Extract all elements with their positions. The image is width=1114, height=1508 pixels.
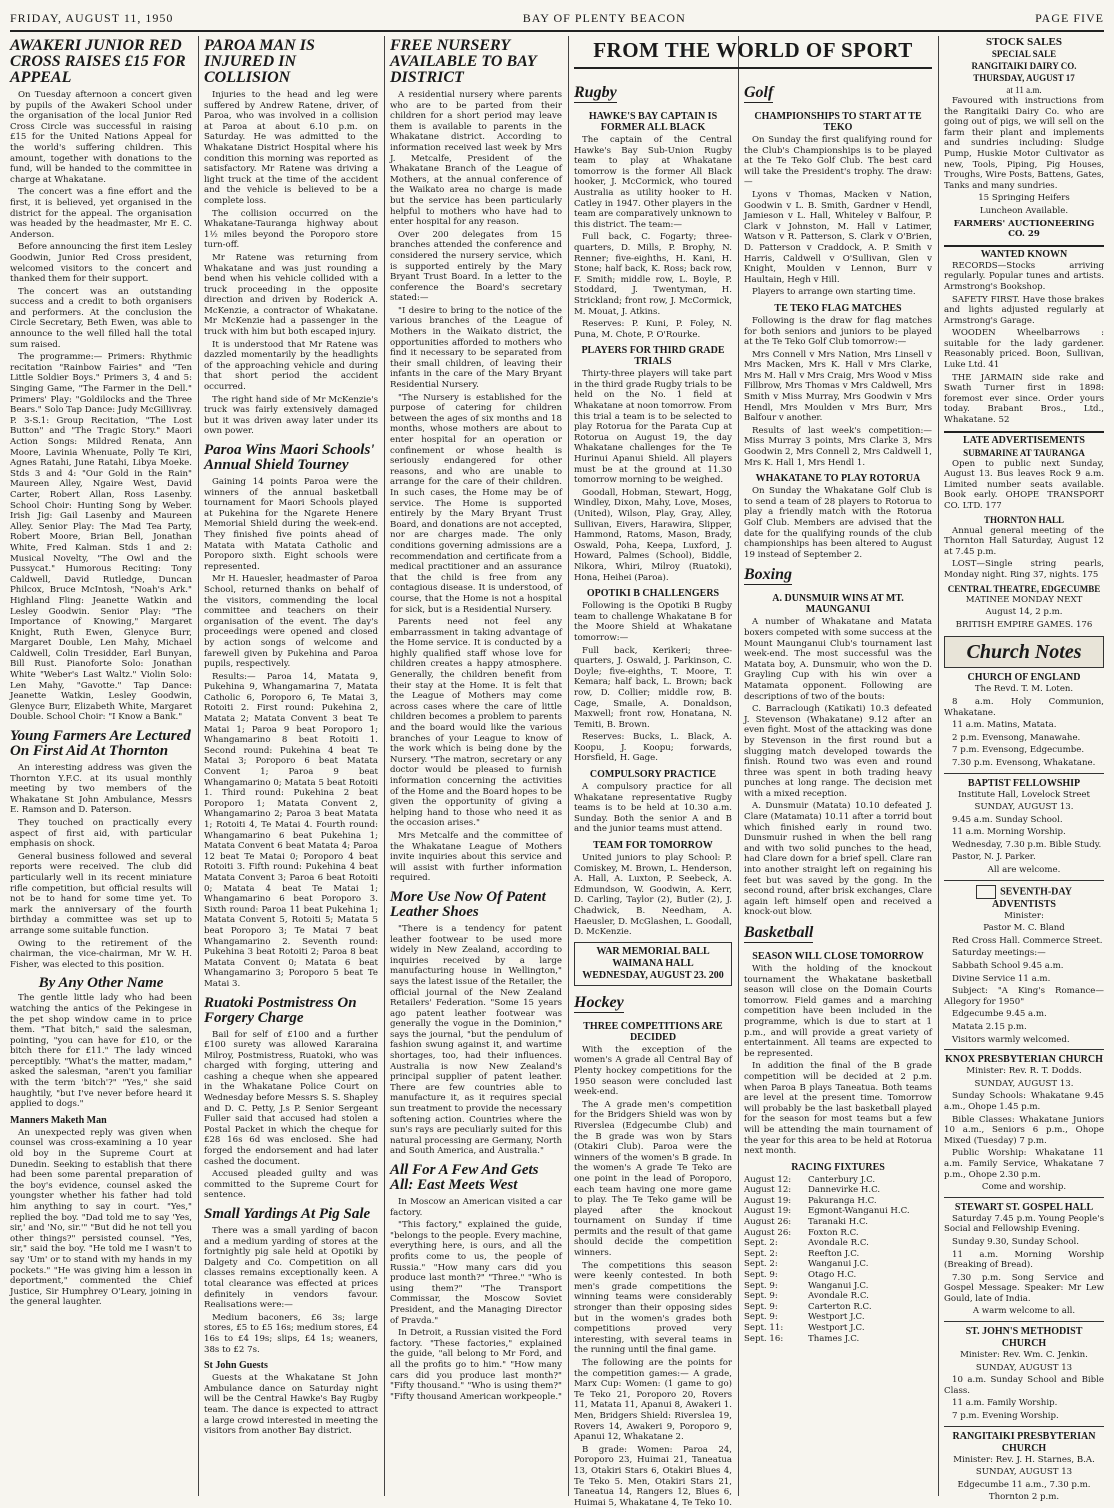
headline-ruatoki: Ruatoki Postmistress On Forgery Charge [204, 994, 357, 1026]
church-line: Edgecumbe 11 a.m., 7.30 p.m. [957, 1479, 1091, 1490]
wanted-known [944, 245, 1104, 426]
church-line: Minister: Rev. Wm. C. Jenkin. [960, 1350, 1088, 1361]
fixture-date: Sept. 2: [744, 1238, 778, 1249]
fixture-date: August 12: [744, 1185, 792, 1196]
ad-text: Annual general meeting of the Thornton Hall Saturday, August 12 at 7.45 p.m. [944, 525, 1104, 557]
church-heading: ADVENTISTS [992, 898, 1056, 910]
fixture-row [744, 1281, 932, 1292]
article-paragraph: Bail for self of £100 and a further £100 surety was allowed Kararaina Milroy, Postmistress, Ruatoki, who was charged with forging, uttering and cashing a cheque when she appeared in the Whakatane Police Court on Wednesday before Messrs S. S. Shapley and D. C. Petty, J.s P. Senior Sergeant Fuller said that accused had stolen a Postal Packet in which the cheque for £28 16s 6d was enclosed. She had forged the endorsement and had later cashed the document. [204, 1029, 378, 1167]
divider [944, 773, 1104, 774]
divider [944, 1426, 1104, 1427]
divider [944, 1197, 1104, 1198]
headline-championships: CHAMPIONSHIPS TO START AT TE TEKO [754, 111, 922, 133]
column-rule [738, 36, 739, 1496]
church-notes-title: Church Notes [966, 640, 1082, 663]
article-paragraph: "This factory," explained the guide, "belongs to the people. Every machine, everything here, is ours, and all the profits come to us, the people of Russia." "How many cars did you produce last month?" "Three." "Who is using them?" "The Transport Commissar, the Moscow Soviet President, and the Managing Director of Pravda." [390, 1220, 562, 1326]
fixture-row [744, 1259, 932, 1270]
church-line: 8 a.m. Holy Communion, Whakatane. [944, 696, 1104, 718]
article-paragraph: There was a small yarding of bacon and a medium yarding of stores at the fortnightly pig sale held at Opotiki by Dalgety and Co. Competition on all classes remains exceptionally keen. A total clearance was effected at prices definitely in vendors favour. Realisations were:— [204, 1226, 378, 1311]
fixture-date: Sept. 11: [744, 1323, 784, 1333]
ad-heading: CENTRAL THEATRE, EDGECUMBE [947, 583, 1101, 594]
church-line: Visitors warmly welcomed. [952, 1034, 1070, 1045]
article-paragraph: Over 200 delegates from 15 branches attended the conference and considered the nursery service, which is supported entirely by the Mary Bryant Trust Board. In a letter to the conference the Board's secretary stated:— [390, 229, 562, 304]
church-line: Sunday Schools: Whakatane 9.45 a.m., Ohope 1.45 p.m. [944, 1091, 1104, 1112]
church-line: SUNDAY, AUGUST 13. [974, 1078, 1074, 1089]
ad-heading: LATE ADVERTISEMENTS [963, 434, 1085, 446]
ad-heading: STOCK SALES [986, 36, 1062, 48]
article-paragraph: Thirty-three players will take part in the third grade Rugby trials to be held on the No. 1 field at Whakatane at noon tomorrow. From this trial a team is to be selected to play Rotorua for the Parata Cup at Rotorua on August 19, the day Whakatane challenges for the Te Hurinui Apanui Shield. All players must be at the ground at 11.30 tomorrow morning to be weighed. [574, 369, 732, 486]
article-paragraph: Following is the draw for flag matches for both seniors and juniors to be played at the Te Teko Golf Club tomorrow:— [744, 315, 932, 348]
article-paragraph: Following is the Opotiki B Rugby team to challenge Whakatane B for the Moore Shield at Whakatane tomorrow:— [574, 601, 732, 643]
ad-heading: WANTED KNOWN [980, 248, 1068, 260]
church-line: Sabbath School 9.45 a.m. [952, 961, 1064, 972]
article-paragraph: The A grade men's competition for the Bridgers Shield was won by Riverslea (Edgecumbe Club) and the B grade was won by Stars (Otakiri Club). Paroa were the winners of the women's B grade. In the women's A grade Te Teko are one point in the lead of Poroporo, each team having one more game to play. The Te Teko game will be played after the knockout tournament on Sunday if time permits and the result of that game should decide the competition winners. [574, 1099, 732, 1259]
fixture-date: Sept. 9: [744, 1291, 778, 1302]
church-line: Red Cross Hall. Commerce Street. [952, 935, 1103, 946]
fixture-date: August 19: [744, 1206, 792, 1217]
column-rule [198, 36, 199, 1496]
article-paragraph: An unexpected reply was given when counsel was cross-examining a 10 year old boy in the Supreme Court at Dunedin. Seeking to establish that there had been some parental preparation of the boy's evidence, counsel asked the youngster whether his father had told him anything to say in court. "Yes," replied the boy. "Dad told me to say 'Yes, sir,' and 'No, sir.'" "But did he not tell you other things?" persisted counsel. "Yes, sir," said the boy. "He told me I wasn't to say 'Um' or to stand with my hands in my pockets." "He was giving him a lesson in deportment," commented the Chief Justice, Sir Humphrey O'Leary, joining in the general laughter. [10, 1127, 192, 1308]
headline-any-other-name: By Any Other Name [38, 975, 164, 992]
church-line: 10 a.m. Sunday School and Bible Class. [944, 1375, 1104, 1396]
column-2 [204, 36, 378, 1496]
fixture-event: Wanganui J.C. [808, 1280, 869, 1291]
fixture-row [744, 1196, 932, 1207]
church-heading: RANGITAIKI PRESBYTERIAN CHURCH [952, 1430, 1096, 1454]
article-paragraph: Accused pleaded guilty and was committed to the Supreme Court for sentence. [204, 1169, 378, 1201]
fixture-row [744, 1302, 932, 1313]
article-paragraph: Lyons v Thomas, Macken v Nation, Goodwin v L. B. Smith, Gardner v Hendl, Jamieson v L. Hall, Whiteley v Balfour, P. Clark v Johnston, M. Hall v Latimer, Watson v R. Patterson, S. Clark v O'Brien, D. Patterson v Craddock, A. P. Smith v Harris, Caldwell v O'Sullivan, Glen v Knight, Moulden v Lennon, Burr v Haultain, Hegh v Hill. [744, 189, 932, 285]
church-line: Bible Classes: Whakatane Juniors 10 a.m., Seniors 6 p.m., Ohope Mixed (Tuesday) 7 p.m. [944, 1114, 1104, 1146]
fixture-row [744, 1334, 932, 1345]
ad-text: MATINEE MONDAY NEXT [965, 594, 1083, 605]
ad-text: THE JARMAIN side rake and Swath Turner first in 1898: foremost ever since. Order yours today. Brabant Bros., Ltd., Whakatane. 52 [944, 372, 1104, 426]
church-line: Wednesday, 7.30 p.m. Bible Study. [952, 839, 1102, 850]
fixture-event: Westport J.C. [808, 1312, 865, 1323]
church-line: Public Worship: Whakatane 11 a.m. Family Service, Whakatane 7 p.m., Ohope 2.30 p.m. [944, 1148, 1104, 1180]
paper-title: BAY OF PLENTY BEACON [522, 10, 686, 25]
church-line: 11 a.m. Morning Worship (Breaking of Bread). [944, 1249, 1104, 1271]
issue-date: FRIDAY, AUGUST 11, 1950 [10, 10, 174, 25]
headline-patent-leather: More Use Now Of Patent Leather Shoes [390, 888, 546, 920]
fixture-event: Westport J.C. [808, 1323, 865, 1333]
ad-text: FARMERS' AUCTIONEERING CO. 29 [953, 218, 1095, 240]
church-line: Saturday meetings:— [952, 948, 1046, 959]
church-line: 7.30 p.m. Evensong, Whakatane. [952, 757, 1096, 768]
church-line: 11 a.m. Morning Worship. [952, 827, 1066, 838]
church-line: Minister: Rev. J. H. Starnes, B.A. [953, 1454, 1095, 1465]
headline-flag-matches: TE TEKO FLAG MATCHES [774, 302, 902, 314]
ad-text: Favoured with instructions from the Rangitaiki Dairy Co. who are going out of pigs, we will sell on the farm their plant and implements and sundries including: Sludge Pump, Huskie Motor Cultivator as new, Tools, Piping, Pig Houses, Troughs, Wire Posts, Battens, Gates, Tanks and many sundries. [944, 96, 1104, 191]
fixture-event: Canterbury J.C. [808, 1174, 876, 1185]
fixture-row [744, 1238, 932, 1249]
church-line: Come and worship. [981, 1182, 1067, 1193]
article-paragraph: They touched on practically every aspect of first aid, with particular emphasis on shock. [10, 818, 192, 850]
article-paragraph: The concert was a fine effort and the first, it is believed, yet organised in the district for the appeal. The organisation was headed by the headmaster, Mr E. C. Anderson. [10, 187, 192, 240]
article-paragraph: Reserves: Bucks, L. Black, A. Koopu, J. Koopu; forwards, Horsfield, H. Gage. [574, 732, 732, 764]
article-paragraph: In Moscow an American visited a car factory. [390, 1197, 562, 1218]
church-line: Institute Hall, Lovelock Street [958, 789, 1090, 800]
section-golf: Golf [744, 84, 774, 101]
article-paragraph: B grade: Women: Paroa 24, Poroporo 23, Huimai 21, Taneatua 13, Otakiri Stars 6, Otakiri Blues 4, Te Teko 5. Men, Otakiri Stars 21, Taneatua 14, Rangers 12, Blues 6, Huimai 5, Whakatane 4, Te Teko 10. [574, 1444, 732, 1508]
headline-hawkes-bay: HAWKE'S BAY CAPTAIN IS FORMER ALL BLACK [588, 111, 718, 133]
article-paragraph: With the holding of the knockout tournament the Whakatane basketball season will close on the Domain Courts tomorrow. Field games and a marching competition have been included in the programme, which is due to start at 1 p.m., and will provide a great variety of entertainment. All teams are expected to be represented. [744, 964, 932, 1059]
article-paragraph: General business followed and several reports were received. The club did particularly well in its recent miniature rifle competition, but official results will not be to hand for some time yet. To mark the anniversary of the fourth birthday a committee was set up to arrange some suitable function. [10, 851, 192, 936]
section-basketball: Basketball [744, 924, 814, 941]
headline-compulsory: COMPULSORY PRACTICE [589, 769, 717, 781]
church-heading-line: SEVENTH-DAY [1000, 885, 1072, 897]
fixture-date: Sept. 9: [744, 1270, 778, 1281]
ad-text: RECORDS—Stocks arriving regularly. Popular tunes and artists. Armstrong's Bookshop. [944, 260, 1104, 292]
fixture-date: Sept. 9: [744, 1280, 778, 1291]
divider [944, 880, 1104, 881]
fixture-event: Taranaki H.C. [808, 1217, 868, 1228]
ad-line: WAIMANA HALL [612, 957, 694, 969]
ad-line: WAR MEMORIAL BALL [596, 945, 710, 957]
section-boxing: Boxing [744, 566, 793, 584]
article-paragraph: Mr H. Hauesler, headmaster of Paroa School, returned thanks on behalf of the visitors, commending the local committee and teachers on their organisation of the event. The day's proceedings were opened and closed by action songs of welcome and farewell given by Pukehina and Paroa pupils, respectively. [204, 574, 378, 670]
headline-team-tomorrow: TEAM FOR TOMORROW [593, 840, 713, 852]
ad-text: LOST—Single string pearls, Monday night. Ring 37, nights. 175 [944, 559, 1104, 580]
church-line: SUNDAY, AUGUST 13. [974, 802, 1074, 813]
ad-line: WEDNESDAY, AUGUST 23. 200 [582, 969, 724, 981]
fixture-date: August 12: [744, 1174, 792, 1185]
fixture-row [744, 1228, 932, 1239]
ad-text: SAFETY FIRST. Have those brakes and lights adjusted regularly at Armstrong's Garage. [944, 294, 1104, 326]
article-paragraph: The captain of the Central Hawke's Bay Sub-Union Rugby team to play at Whakatane tomorrow is the former All Black hooker, J. McCormick, who toured Australia as utility hooker to H. Catley in 1947. Other players in the team are comparatively unknown to this district. The team:— [574, 135, 732, 230]
fixture-row [744, 1291, 932, 1302]
headline-awakeri: AWAKERI JUNIOR RED CROSS RAISES £15 FOR APPEAL [10, 37, 186, 86]
racing-fixtures-list [744, 1175, 932, 1345]
church-line: SUNDAY, AUGUST 13 [975, 1362, 1073, 1373]
fixture-row [744, 1249, 932, 1260]
ad-heading: THORNTON HALL [983, 514, 1065, 525]
late-ads [944, 431, 1104, 631]
article-paragraph: Mr Ratene was returning from Whakatane and was just rounding a bend when his vehicle collided with a truck proceeding in the opposite direction and driven by Roderick A. McKenzie, a contractor of Whakatane. Mr McKenzie had a passenger in the truck with him but both escaped injury. [204, 252, 378, 338]
article-paragraph: Results:— Paroa 14, Matata 9, Pukehina 9, Whangamarina 7, Matata Catholic 6, Poroporo 6, Te Matai 3, Rotoiti 2. First round: Pukehina 2, Matata 2; Matata Convent 3 beat Te Matai 1; Paroa 9 beat Poroporo 1; Whangamarino 8 beat Rotoiti 1. Second round: Pukehina 4 beat Te Matai 3; Poroporo 6 beat Matata Convent 1; Paroa 9 beat Whangamarino 0; Matata 5 beat Rotoiti 1. Third round: Pukehina 2 beat Poroporo 1; Matata Convent 2, Whangamarino 2; Paroa 3 beat Matata 1; Rotoiti 4, Te Matai 4. Fourth round: Whangamarino 6 beat Pukehina 1; Matata Convent 6 beat Matata 4; Paroa 12 beat Te Matai 0; Poroporo 4 beat Rotoiti 3. Fifth round: Pukehina 4 beat Matata Convent 3; Paroa 6 beat Rotoiti 0; Matata 4 beat Te Matai 1; Whangamarino 6 beat Poroporo 3. Sixth round: Paroa 11 beat Pukehina 1; Matata Convent 5, Rotoiti 5; Matata 5 beat Poroporo 3; Te Matai 7 beat Whangamarino 2. Seventh round: Pukehina 3 beat Rotoiti 2; Paroa 8 beat Matata Convent 0; Matata 6 beat Whangamarino 3; Poroporo 5 beat Te Matai 3. [204, 671, 378, 989]
article-paragraph: With the exception of the women's A grade all Central Bay of Plenty hockey competitions for the 1950 season were concluded last week-end. [574, 1044, 732, 1098]
fixture-event: Foxton R.C. [808, 1227, 859, 1238]
column-rule [568, 36, 569, 1496]
article-paragraph: "There is a tendency for patent leather footwear to be used more widely in New Zealand, according to inquiries received by a large manufacturing house in Wellington," says the latest issue of the Retailer, the official journal of the New Zealand Retailers' Federation. "Some 15 years ago patent leather footwear was generally the vogue in the Dominion," says the journal, "but the pendulum of fashion swung against it, and wartime shortages, too, had their influences. Australia is now New Zealand's principal supplier of patent leather. There are few countries able to manufacture it, as it requires special sun treatment to provide the necessary softening action. Countries where the sun's rays are peculiarly suited for this natural processing are Germany, North and South America, and Australia." [390, 923, 562, 1157]
fixture-date: Sept. 9: [744, 1301, 778, 1312]
ad-line: SPECIAL SALE [991, 49, 1057, 59]
church-heading: ST. JOHN'S METHODIST CHURCH [965, 1326, 1083, 1350]
article-paragraph: Medium baconers, £6 3s; large stores, £5 to £5 16s; medium stores, £4 16s to £4 19s; slips, £4 1s; weaners, 38s to £2 7s. [204, 1312, 378, 1355]
headline-st-john: St John Guests [204, 1360, 268, 1372]
section-rugby: Rugby [574, 84, 617, 101]
church-heading: KNOX PRESBYTERIAN CHURCH [945, 1054, 1103, 1066]
column-3 [390, 36, 562, 1496]
article-paragraph: Injuries to the head and leg were suffered by Andrew Ratene, driver, of Paroa, who was involved in a collision at Paroa at about 6.10 p.m. on Saturday. He was admitted to the Whakatane District Hospital where his condition this morning was reported as satisfactory. Mr Ratene was driving a light truck at the time of the accident and the vehicle is believed to be a complete loss. [204, 90, 378, 206]
church-line: All are welcome. [987, 865, 1061, 876]
fixture-row [744, 1270, 932, 1281]
church-line: Subject: "A King's Romance—Allegory for 1950" [944, 986, 1104, 1007]
column-rule [384, 36, 385, 1496]
fixture-event: Reefton J.C. [808, 1248, 860, 1259]
headline-third-grade: PLAYERS FOR THIRD GRADE TRIALS [581, 345, 725, 368]
church-line: 2 p.m. Evensong, Manawahe. [952, 732, 1081, 743]
ad-line: THURSDAY, AUGUST 17 [973, 73, 1075, 83]
article-paragraph: Before announcing the first item Lesley Goodwin, Junior Red Cross president, welcomed visitors to the concert and thanked them for their support. [10, 242, 192, 285]
article-paragraph: The following are the points for the competition games:— A grade, Marx Cup: Women: (1 game to go) Te Teko 21, Poroporo 20, Rovers 11, Matata 11, Apanui 8, Awakeri 1. Men, Bridgers Shield: Riverslea 19, Rovers 14, Awakeri 9, Poroporo 9, Apanui 12, Whakatane 2. [574, 1358, 732, 1443]
article-paragraph: A. Dunsmuir (Matata) 10.10 defeated J. Clare (Matamata) 10.11 after a torrid bout which finished early in round two. Dunsmuir rushed in when the bell rang and with two solid punches to the head, had Clare down for a brief spell. Clare ran into another straight left on regaining his feet but was saved by the gong. In the second round, after brisk exchanges, Clare again left himself open and received a knock-out blow. [744, 801, 932, 918]
article-paragraph: In Detroit, a Russian visited the Ford factory. "These factories," explained the guide, "all belong to Mr Ford, and all the profits go to him." "How many cars did you produce last month?" "Fifty thousand." "Who is using them?" "Fifty thousand American workpeople." [390, 1328, 563, 1402]
article-paragraph: An interesting address was given the Thornton Y.F.C. at its usual monthly meeting by two members of the Whakatane St John Ambulance, Messrs E. Ramson and D. Paterson. [10, 763, 192, 816]
church-notes-banner [944, 636, 1104, 668]
church-line: 7 p.m. Evensong, Edgecumbe. [952, 745, 1085, 756]
fixture-row [744, 1217, 932, 1228]
fixture-date: August 26: [744, 1227, 792, 1238]
article-paragraph: A compulsory practice for all Whakatane representative Rugby teams is to be held at 10.30 a.m. Sunday. Both the senior A and B and the junior teams must attend. [574, 782, 732, 835]
ad-heading: SUBMARINE AT TAURANGA [963, 447, 1085, 458]
ad-text: August 14, 2 p.m. [985, 607, 1063, 618]
fixture-event: Carterton R.C. [808, 1301, 872, 1312]
sport-banner-wrap [574, 36, 932, 76]
section-hockey: Hockey [574, 993, 624, 1011]
church-heading: STEWART ST. GOSPEL HALL [954, 1201, 1094, 1213]
headline-three-comps: THREE COMPETITIONS ARE DECIDED [583, 1020, 723, 1043]
fixture-date: Sept. 16: [744, 1333, 784, 1344]
article-paragraph: In addition the final of the B grade competition will be decided at 2 p.m. when Paroa B plays Taneatua. Both teams are level at the present time. Tomorrow will probably be the last basketball played for the season for most teams but a few will be attending the main tournament of the year for this area to be held at Rotorua next month. [744, 1061, 932, 1157]
fixture-row [744, 1312, 932, 1323]
article-paragraph: Guests at the Whakatane St John Ambulance dance on Saturday night will be the Central Hawke's Bay Rugby team. The dance is expected to attract a large crowd interested in meeting the visitors from another Bay district. [204, 1373, 378, 1437]
headline-pig-sale: Small Yardings At Pig Sale [204, 1206, 371, 1222]
fixture-event: Thames J.C. [808, 1333, 860, 1344]
church-line: 11 a.m. Family Worship. [952, 1398, 1058, 1409]
church-line: Thornton 2 p.m. [988, 1492, 1060, 1503]
article-paragraph: C. Barraclough (Katikati) 10.3 defeated J. Stevenson (Whakatane) 9.12 after an even fight. Most of the attacking was done by Stevenson in the first round but a slugging match developed towards the finish. Round two was even and round three was spent in both trading heavy punches at long range. The decision met with a mixed reception. [744, 704, 932, 799]
church-heading: BAPTIST FELLOWSHIP [967, 777, 1081, 789]
fixture-row [744, 1206, 932, 1217]
church-line: Matata 2.15 p.m. [952, 1022, 1027, 1032]
article-paragraph: "I desire to bring to the notice of the various branches of the League of Mothers in the Waikato district, the opportunities afforded to mothers who find it necessary to be separated from their small children, of leaving their infants in the care of the Mary Bryant Residential Nursery. [390, 305, 562, 391]
article-paragraph: "The Nursery is established for the purpose of catering for children between the ages of six months and 18 months, whose mothers are about to enter hospital for an operation or confinement or whose health is seriously endangered for other reasons, and who are unable to arrange for the care of their children. In such cases, the Home may be of service. The Home is supported entirely by the Mary Bryant Trust Board, and donations are not accepted, nor are charges made. The only conditions governing admissions are a recommendation and certificate from a medical practitioner and an assurance that the child is free from any contagious disease. It is understood, of course, that the Home is not a hospital for sick, but is a Residential Nursery. [390, 392, 563, 615]
article-paragraph: On Sunday the Whakatane Golf Club is to send a team of 28 players to Rotorua to play a friendly match with the Rotorua Golf Club. Members are advised that the date for the qualifying rounds of the club championships has been altered to August 19 instead of September 2. [744, 486, 932, 560]
church-heading [944, 885, 1104, 899]
church-line: 7.30 p.m. Song Service and Gospel Message. Speaker: Mr Lew Gould, late of India. [944, 1272, 1104, 1304]
article-paragraph: A number of Whakatane and Matata boxers competed with some success at the Mount Maunganui Club's tournament last week-end. The most successful was the Matata boy, A. Dunsmuir, who won the D. Grayling Cup with his win over a Matamata opponent. Following are descriptions of two of the bouts: [744, 617, 932, 702]
article-paragraph: On Tuesday afternoon a concert given by pupils of the Awakeri School under the organisation of the local Junior Red Cross Circle was successful in raising £15 for the United Nations Appeal for the world's suffering children. This amount, together with donations to the fund, will be handed to the committee in charge at Whakatane. [10, 90, 192, 185]
ad-text: Luncheon Available. [979, 205, 1069, 216]
church-line: A warm welcome to all. [972, 1306, 1076, 1317]
fixture-date: Sept. 2: [744, 1248, 778, 1259]
fixture-date: August 19: [744, 1195, 792, 1206]
headline-season-close: SEASON WILL CLOSE TOMORROW [752, 951, 924, 962]
fixture-date: August 26: [744, 1217, 792, 1228]
article-paragraph: Owing to the retirement of the chairman, the vice-chairman, Mr W. H. Fisher, was elected to this position. [10, 938, 192, 970]
headline-paroa-man: PAROA MAN IS INJURED IN COLLISION [204, 37, 315, 86]
article-paragraph: United juniors to play School: P. Comiskey, M. Brown, L. Henderson, A. Hall, A. Luxton, P. Seebeck, A. Edmundson, W. Goodwin, A. Kerr, D. Carling, Taylor (2), Butler (2), J. Chadwick, B. Needham, A. Haeusler, D. McGlashen, L. Goodall, D. McKenzie. [574, 853, 732, 938]
article-paragraph: Reserves: P. Kuni, P. Foley, N. Puna, M. Chote, P. O'Rourke. [574, 319, 732, 340]
fixture-event: Pakuranga H.C. [808, 1195, 877, 1206]
ad-line: at 11 a.m. [1006, 85, 1042, 95]
headline-free-nursery: FREE NURSERY AVAILABLE TO BAY DISTRICT [390, 37, 537, 86]
headline-paroa-wins: Paroa Wins Maori Schools' Annual Shield Tourney [204, 442, 375, 473]
fixture-event: Avondale R.C. [808, 1238, 869, 1249]
divider [944, 1321, 1104, 1322]
headline-rotorua: WHAKATANE TO PLAY ROTORUA [755, 473, 921, 485]
church-line: Minister: [1004, 910, 1044, 921]
column-6-ads [944, 36, 1104, 1503]
fixture-event: Otago H.C. [808, 1270, 857, 1281]
column-1 [10, 36, 192, 1496]
fixture-date: Sept. 2: [744, 1259, 778, 1270]
article-paragraph: Mrs Metcalfe and the committee of the Whakatane League of Mothers invite inquiries about this service and will assist with further information required. [390, 830, 562, 884]
article-paragraph: Gaining 14 points Paroa were the winners of the annual basketball tournament for Maori Schools played at Pukehina for the Ngarete Henere Memorial Shield during the week-end. They finished five points ahead of Matata with Matata Catholic and Poroporo sixth. Eight schools were represented. [204, 477, 378, 572]
ad-line: RANGITAIKI DAIRY CO. [971, 61, 1077, 71]
divider [944, 1049, 1104, 1050]
headline-manners: Manners Maketh Man [10, 1114, 107, 1126]
church-line: 9.45 a.m. Sunday School. [952, 814, 1063, 825]
church-line: Edgecumbe 9.45 a.m. [952, 1009, 1047, 1020]
fixture-row [744, 1323, 932, 1334]
church-line: Minister: Rev. R. T. Dodds. [966, 1066, 1082, 1077]
church-line: Pastor, N. J. Parker. [952, 852, 1036, 863]
ad-text: Open to public next Sunday, August 13. Bus leaves Rock 9 a.m. Limited number seats available. Book early. OHOPE TRANSPORT CO. LTD. 177 [944, 458, 1104, 511]
church-line: Divine Service 11 a.m. [952, 973, 1051, 984]
article-paragraph: On Sunday the first qualifying round for the Club's Championships is to be played at the Te Teko Golf Club. The best card will take the President's trophy. The draw:— [744, 135, 932, 188]
article-paragraph: Results of last week's competition:—Miss Murray 3 points, Mrs Clarke 3, Mrs Goodwin 2, Mrs Connell 2, Mrs Caldwell 1, Mrs K. Hall 1, Mrs Hendl 1. [744, 425, 932, 468]
column-5 [744, 80, 932, 1496]
bible-icon [976, 885, 996, 899]
ad-text: WOODEN Wheelbarrows : suitable for the lady gardener. Reasonably priced. Boon, Sullivan, Luke Ltd. 41 [944, 328, 1104, 371]
church-line: The Revd. T. M. Loten. [974, 684, 1074, 695]
article-paragraph: Players to arrange own starting time. [752, 287, 916, 298]
newspaper-page [10, 6, 1104, 1508]
masthead [10, 6, 1104, 32]
church-line: Saturday 7.45 p.m. Young People's Social and Fellowship Evening. [944, 1213, 1104, 1235]
article-paragraph: The collision occurred on the Whakatane-Tauranga highway about 1½ miles beyond the Poroporo store turn-off. [204, 208, 378, 251]
headline-east-meets-west: All For A Few And Gets All: East Meets West [390, 1162, 539, 1193]
page-number: PAGE FIVE [1035, 10, 1104, 25]
article-paragraph: It is understood that Mr Ratene was dazzled momentarily by the headlights of the approaching vehicle and during that short period the accident occurred. [204, 339, 378, 393]
column-rule [938, 36, 939, 1496]
article-paragraph: The right hand side of Mr McKenzie's truck was fairly extensively damaged but it was driven away later under its own power. [204, 394, 378, 437]
article-paragraph: The competitions this season were keenly contested. In both men's grade competitions the winning teams were considerably stronger than their opposing sides but in the women's grades both competitions proved very interesting, with several teams in the running until the final game. [574, 1260, 732, 1356]
fixture-event: Dannevirke H.C. [808, 1185, 881, 1196]
ad-text: BRITISH EMPIRE GAMES. 176 [955, 619, 1093, 630]
article-paragraph: Mrs Connell v Mrs Nation, Mrs Linsell v Mrs Macken, Mrs K. Hall v Mrs Clarke, Mrs M. Hall v Mrs Craig, Mrs Wood v Miss Fillbrow, Mrs Thomas v Mrs Caldwell, Mrs Smith v Miss Murray, Mrs Goodwin v Mrs Hendl, Mrs Moulden v Mrs Burr, Mrs Balfour v another. [744, 349, 932, 424]
headline-young-farmers: Young Farmers Are Lectured On First Aid At Thornton [10, 728, 191, 760]
headline-racing: RACING FIXTURES [791, 1161, 885, 1173]
headline-opotiki: OPOTIKI B CHALLENGERS [586, 588, 720, 600]
fixture-row [744, 1175, 932, 1186]
church-heading: CHURCH OF ENGLAND [967, 672, 1081, 684]
church-line: Pastor M. C. Bland [983, 923, 1065, 934]
fixture-row [744, 1185, 932, 1196]
article-paragraph: Parents need not feel any embarrassment in taking advantage of the Home service. It is conducted by a highly qualified staff whose love for children creates a happy atmosphere. Generally, the children benefit from their stay at the Home. It is felt that the League of Mothers may come across cases where the care of little children becomes a problem to parents and the board would like the various branches of your League to know of the work which is being done by the Nursery. "The matron, secretary or any doctor would be pleased to furnish information concerning the activities of the Home and the Board hopes to be given the opportunity of giving a helping hand to those who need it as the occasion arises." [390, 617, 562, 829]
article-paragraph: The gentle little lady who had been watching the antics of the Pekingese in the pet shop window came in to price them. "That bitch," said the salesman, pointing, "you can have for £10, or the bitch there for £11." The lady winced perceptibly. "What's the matter, madam," asked the salesman, "aren't you familiar with the term 'bitch'?" "Yes," she said haughtily, "but I've never before heard it applied to dogs." [10, 993, 192, 1110]
fixture-event: Egmont-Wanganui H.C. [808, 1206, 910, 1217]
article-paragraph: The programme:— Primers: Rhythmic recitation "Rainbow Fairies" and "Ten Little Soldier Boys." Primers 3, 4 and 5: Singing Game, "The Farmer in the Dell." Primers' Play: "Goldilocks and the Three Bears." Solo Tap Dance: Judy McGillivray. P. 3-S.1: Group Recitation, "The Lost Button" and "The Tragic Story." Maori Action Songs: Mildred Renata, Ann Moore, Lavinia Whenuate, Polly Te Kiri, Agnes Ratahi, June Ratahi, Libya Moeke. Stds 3 and 4: "Our Gold in the Rain" Maureen Alley, Ngaire West, David Carter, Robert Allan, Ross Lasenby. School Choir: Hunting Song by Weber. Irish Jig: Gail Lasenby and Maureen Alley. Senior Play: The Mad Tea Party, Robert Moore, Brian Bell, Jonathan White, Fred Kalman. Stds 1 and 2: Musical Novelty, "The Owl and the Pussycat." Humorous Reciting: Tony Caldwell, David Rutledge, Duncan Philcox, Bruce McIntosh, "Noah's Ark." Highland Fling: Jeanette Watkin and Lesley Goodwin. Senior Play: "The Importance of Knowing," Margaret Knight, Ruth Ewen, Glenyce Burr, Margaret Double, Len Mahy, Michael Caldwell, Colin Tresidder, Earl Bunyan, Bill Rust. Pianoforte Solo: Jonathan White "Weber's Last Waltz." Violin Solo: Len Mahy, "Gavotte." Tap Dance: Jeanette Watkin, Lesley Goodwin, Glenyce Burr, Elizabeth White, Margaret Double. School Choir: "I Know a Bank." [10, 352, 192, 723]
church-line: Sunday 9.30, Sunday School. [952, 1236, 1079, 1247]
article-paragraph: Full back, Kerikeri; three-quarters, J. Oswald, J. Parkinson, C. Doyle; five-eighths, T. Moore, T. Kemara; half back, L. Brown; back row, D. Collier; middle row, B. Cage, Smaile, A. Donaldson, Maxwell; front row, Honatana, N. Temiti, B. Brown. [574, 645, 732, 730]
sport-banner: FROM THE WORLD OF SPORT [574, 36, 932, 69]
church-line: 11 a.m. Matins, Matata. [952, 720, 1057, 731]
article-paragraph: Full back, C. Fogarty; three-quarters, D. Mills, P. Brophy, N. Renner; five-eighths, H. Kani, H. Stone; half back, K. Ross; back row, F. Smith; middle row, L. Boyle, P. Stoddard, J. Twentyman, H. Strickland; front row, J. McCormick, M. Mouat, J. Atkins. [574, 232, 732, 317]
church-line: SUNDAY, AUGUST 13 [975, 1467, 1073, 1478]
fixture-date: Sept. 9: [744, 1312, 778, 1323]
ad-text: 15 Springing Heifers [978, 193, 1070, 204]
fixture-event: Wanganui J.C. [808, 1259, 869, 1270]
headline-dunsmuir: A. DUNSMUIR WINS AT MT. MAUNGANUI [772, 593, 904, 616]
article-paragraph: The concert was an outstanding success and a credit to both organisers and performers. At the conclusion the Circle Secretary, Beth Ewen, was able to announce to the well filled hall the total sum raised. [10, 286, 192, 350]
article-paragraph: A residential nursery where parents who are to be parted from their children for a short period may leave them is available to parents in the Whakatane district. According to information received last week by Mrs J. Metcalfe, President of the Whakatane Branch of the League of Mothers, at the annual conference of the Waikato area no charge is made but the service has been particularly helpful to mothers who have had to enter hospital for any reason. [390, 90, 562, 228]
column-4 [574, 80, 732, 1508]
church-line: 7 p.m. Evening Worship. [952, 1411, 1059, 1422]
fixture-event: Avondale R.C. [808, 1291, 869, 1302]
article-paragraph: Goodall, Hobman, Stewart, Hogg, Windley, Dixon, Mahy, Love, Moses, (United), Wilson, Play, Gray, Alley, Sullivan, Eivers, Harawira, Slipper, Hammond, Ratoms, Mason, Brady, Oswald, Poha, Keepa, Luxford, J. Howard, Palmes (School), Biddle, Nikora, Whiri, Milroy (Ruatoki), Hona, Heihei (Paroa). [574, 487, 732, 583]
war-memorial-ad [574, 942, 732, 986]
